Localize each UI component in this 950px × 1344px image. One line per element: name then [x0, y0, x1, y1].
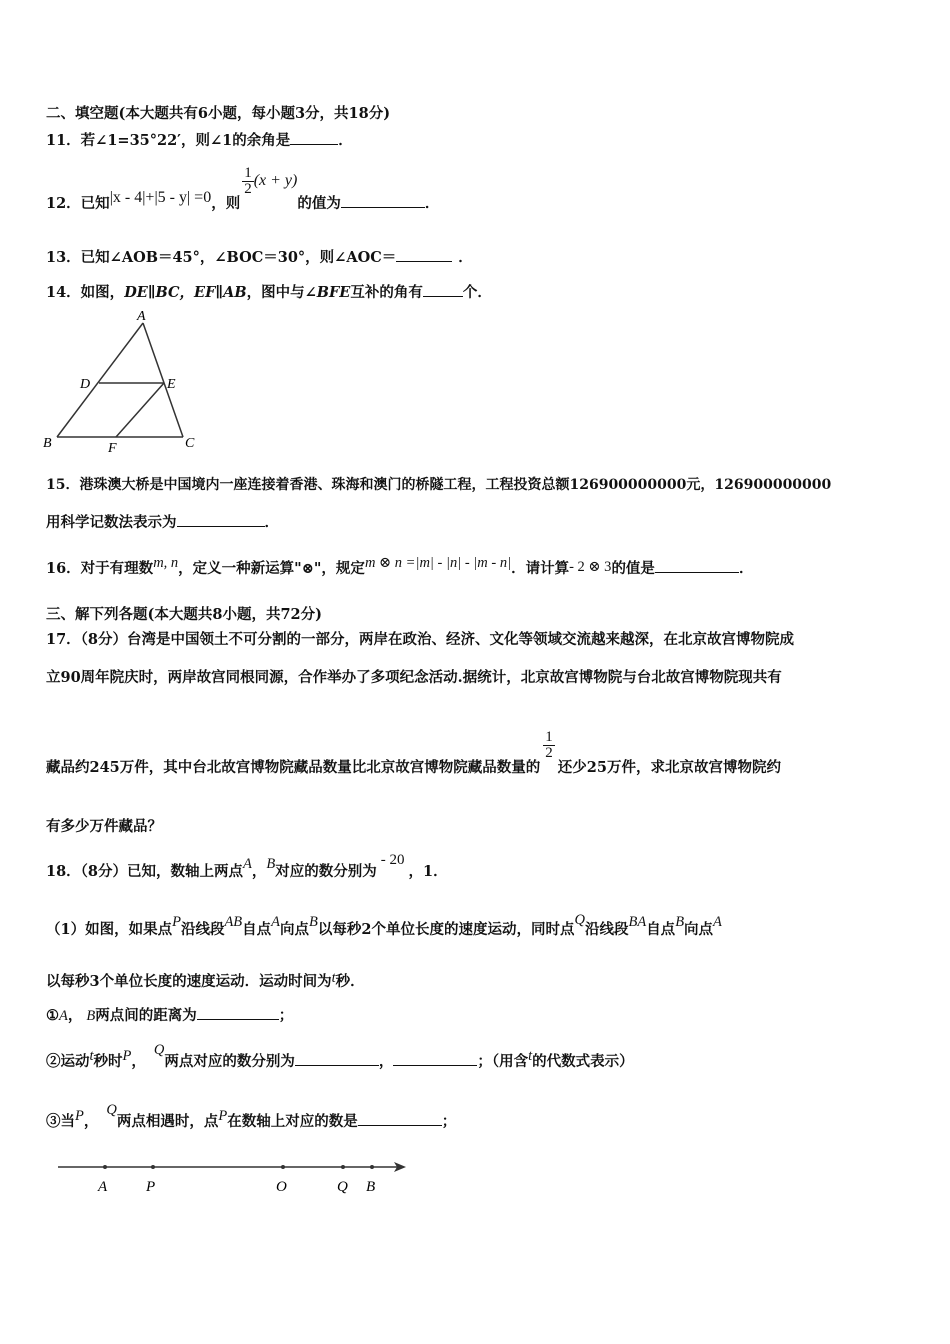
section2-title: 二、填空题(本大题共有6小题，每小题3分，共18分) [46, 105, 391, 122]
q14-prefix: 14．如图， [46, 284, 125, 301]
q18-s2-comma: ， [378, 1053, 394, 1070]
q18-s3-answer-blank[interactable] [358, 1111, 442, 1126]
q18-p1-g: 自点 [646, 921, 676, 938]
nl-label-o: O [276, 1179, 287, 1195]
q13-text: 13．已知∠AOB＝45°，∠BOC＝30°，则∠AOC＝ [46, 249, 397, 266]
q18-s2-t: t [89, 1048, 94, 1064]
q18-s1-sep: ， [67, 1007, 83, 1024]
q18-point-a: A [243, 856, 252, 872]
q18-s2-end: ；（用含 [477, 1053, 529, 1070]
side-ab [57, 323, 143, 437]
q18-s1-a: ① [46, 1007, 59, 1024]
q18-intro-b: 对应的数分别为 [275, 863, 377, 880]
q18-p1-line2: 以每秒3个单位长度的速度运动．运动时间为 [46, 973, 332, 990]
q18-p1-t: t [331, 970, 336, 986]
q18-p1-d: 向点 [280, 921, 310, 938]
nl-label-a: A [98, 1179, 108, 1195]
question-15-line1: 15．港珠澳大桥是中国境内一座连接着香港、珠海和澳门的桥隧工程，工程投资总额126900000000元，126900000000 [46, 477, 832, 493]
q18-p1-h: 向点 [684, 921, 714, 938]
q17-line3-b: 还少25万件，求北京故宫博物院约 [557, 758, 781, 776]
nl-label-q: Q [337, 1179, 348, 1195]
q14-suffix: 互补的角有 [350, 284, 423, 301]
q18-s3-a: ③当 [46, 1113, 75, 1130]
q15-end: ． [264, 514, 279, 531]
q18-s2-point-p: P [122, 1048, 132, 1064]
q12-suffix: 的值为 [297, 194, 341, 212]
q18-s3-b: 两点相遇时，点 [116, 1113, 219, 1130]
q18-s2-b: 秒时 [93, 1053, 123, 1070]
q18-s3-point-p2: P [218, 1108, 228, 1124]
q18-number-line [50, 1155, 420, 1200]
q12-expr: |x - 4|+|5 - y| =0 [109, 188, 212, 206]
q13-end: ． [458, 249, 473, 266]
q14-end: 个． [462, 284, 492, 301]
q18-p1-to-a: A [713, 914, 722, 930]
q14-answer-blank[interactable] [423, 282, 463, 297]
q18-p1-f: 沿线段 [584, 921, 629, 938]
q18-s3-point-q: Q [106, 1102, 117, 1118]
q18-intro-c: ，1． [408, 863, 448, 880]
q18-s2-c: 两点对应的数分别为 [164, 1053, 295, 1070]
question-18-part1 [46, 912, 722, 939]
label-e: E [167, 377, 176, 392]
question-13 [46, 246, 473, 267]
question-17-line1: 17．（8分）台湾是中国领土不可分割的一部分，两岸在政治、经济、文化等领域交流越来越深，在北京故宫博物院成 [46, 631, 795, 648]
question-18-sub2 [46, 1042, 634, 1071]
q11-text: 11．若∠1=35°22′，则∠1的余角是 [46, 132, 291, 149]
question-18-part1-line2 [46, 970, 365, 991]
point-q-dot [341, 1165, 345, 1169]
q15-line2-text: 用科学记数法表示为 [46, 514, 177, 531]
q18-s1-end: ； [278, 1007, 294, 1024]
section3-title: 三、解下列各题(本大题共8小题，共72分) [46, 606, 322, 623]
q18-p1-segment-ba: BA [628, 914, 647, 930]
q12-fraction: $\frac{1}{2}$ [244, 165, 252, 197]
q16-suffix: 的值是 [611, 560, 655, 577]
q18-intro-a: 18．（8分）已知，数轴上两点 [46, 863, 244, 880]
point-b-dot [370, 1165, 374, 1169]
q18-p1-b: 沿线段 [180, 921, 225, 938]
question-18-intro [46, 852, 448, 881]
q18-s1-answer-blank[interactable] [197, 1005, 279, 1020]
q15-answer-blank[interactable] [177, 512, 265, 527]
q18-s2-point-q: Q [153, 1042, 165, 1058]
q18-s2-blank-q[interactable] [393, 1051, 477, 1066]
question-12 [46, 165, 440, 212]
q18-p1-point-q: Q [574, 912, 585, 928]
q18-p1-segment-ab: AB [224, 914, 243, 930]
point-a-dot [103, 1165, 107, 1169]
question-18-sub1 [46, 1004, 293, 1025]
label-f: F [108, 441, 117, 456]
label-c: C [185, 436, 195, 451]
q14-mid: ，图中与 [246, 284, 305, 301]
q18-s2-tail: 的代数式表示） [532, 1053, 634, 1070]
q14-triangle-figure [40, 306, 210, 456]
q18-s1-point-a: A [59, 1008, 68, 1024]
q18-sep: ， [251, 863, 267, 880]
question-17-line2: 立90周年院庆时，两岸故宫同根同源，合作举办了多项纪念活动.据统计，北京故宫博物院与台北故宫博物院现共有 [46, 669, 782, 686]
label-b: B [43, 436, 52, 451]
q12-answer-blank[interactable] [341, 193, 425, 208]
q18-p1-from-a: A [271, 914, 281, 930]
q16-mid1: ，定义一种新运算"⊗"，规定 [178, 560, 365, 577]
q17-fraction: $\frac{1}{2}$ [545, 729, 553, 761]
q18-s2-sep: ， [131, 1053, 146, 1070]
q17-line3-a: 藏品约245万件，其中台北故宫博物院藏品数量比北京故宫博物院藏品数量的 [46, 758, 541, 776]
q18-p1-to-b: B [309, 914, 318, 930]
q14-angle: ∠BFE [304, 284, 351, 301]
q18-s3-sep: ， [83, 1113, 99, 1130]
q18-point-b: B [266, 856, 276, 872]
q18-p1-point-p: P [172, 914, 181, 930]
q18-s2-a: ②运动 [46, 1053, 90, 1070]
label-d: D [80, 377, 91, 392]
label-a: A [137, 309, 146, 324]
q18-s2-t2: t [528, 1048, 533, 1064]
q16-vars: m, n [153, 555, 179, 571]
nl-label-b: B [366, 1179, 376, 1195]
question-18-sub3 [46, 1102, 457, 1131]
q13-answer-blank[interactable] [396, 247, 452, 262]
question-17-line4: 有多少万件藏品？ [46, 818, 162, 835]
q11-end: ． [338, 132, 353, 149]
q12-mid: ，则 [211, 194, 241, 212]
question-14 [46, 281, 492, 302]
point-o-dot [281, 1165, 285, 1169]
q16-answer-blank[interactable] [655, 558, 739, 573]
q18-p1-c: 自点 [242, 921, 272, 938]
q16-rule: m ⊗ n =|m| - |n| - |m - n| [364, 555, 512, 571]
segment-ef [116, 383, 164, 437]
q14-cond: DE∥BC，EF∥AB [124, 284, 247, 301]
q16-mid2: ．请计算 [511, 560, 570, 577]
q18-val1: - 20 [380, 852, 405, 868]
q12-end: ． [424, 194, 440, 212]
q16-end: ． [738, 560, 754, 577]
q18-s1-point-b: B [86, 1008, 96, 1024]
side-ac [143, 323, 183, 437]
question-16 [46, 557, 753, 578]
q16-prefix: 16．对于有理数 [46, 560, 154, 577]
q12-frac-tail: (x + y) [253, 171, 298, 189]
q18-p1-a: （1）如图，如果点 [46, 921, 173, 938]
point-p-dot [151, 1165, 155, 1169]
q18-p1-e: 以每秒2个单位长度的速度运动，同时点 [317, 921, 575, 938]
question-17-line3 [46, 729, 781, 776]
q12-prefix: 12．已知 [46, 194, 110, 212]
q18-s3-end: ； [441, 1113, 457, 1130]
question-15-line2 [46, 511, 279, 532]
q16-calc: - 2 ⊗ 3 [569, 559, 612, 575]
q18-p1-line2-end: 秒． [335, 973, 365, 990]
q18-p1-from-b: B [675, 914, 685, 930]
q11-answer-blank[interactable] [290, 130, 338, 145]
q18-s3-point-p: P [75, 1108, 84, 1124]
q18-s2-blank-p[interactable] [295, 1051, 379, 1066]
q18-s3-c: 在数轴上对应的数是 [227, 1113, 358, 1130]
question-11 [46, 129, 353, 150]
q18-s1-b: 两点间的距离为 [95, 1007, 197, 1024]
nl-label-p: P [146, 1179, 156, 1195]
